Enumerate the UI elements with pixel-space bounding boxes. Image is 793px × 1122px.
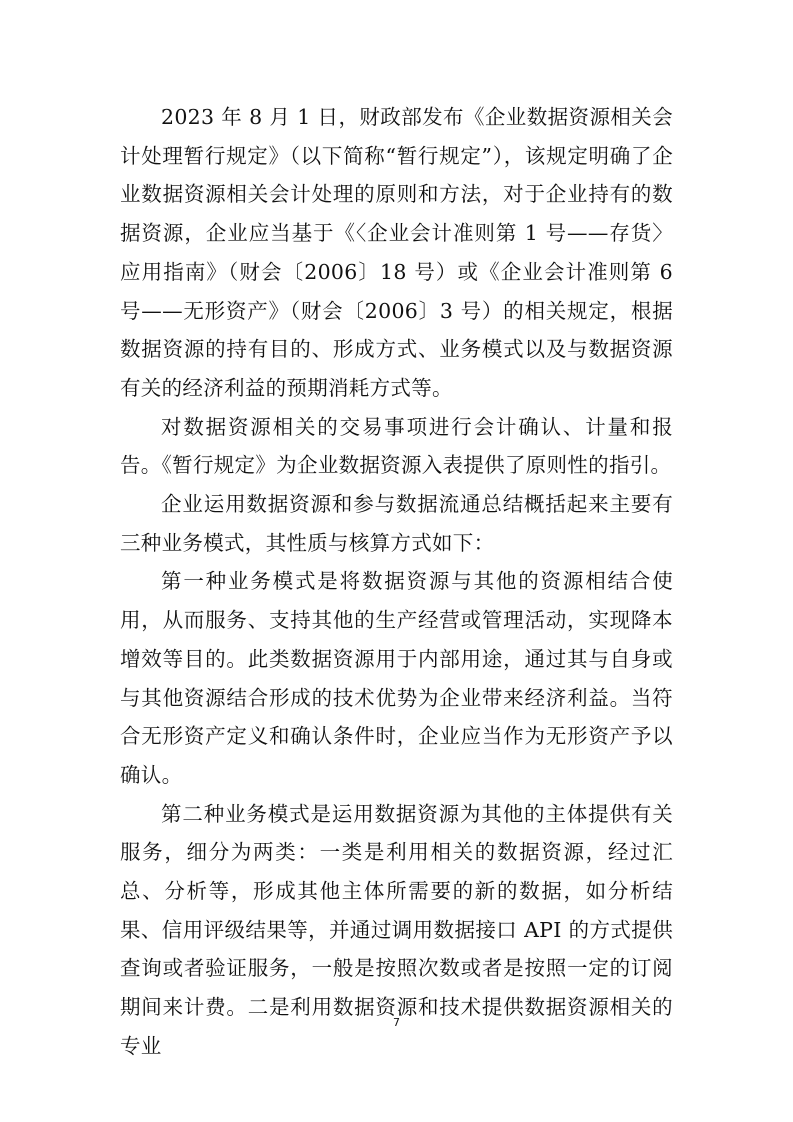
paragraph-accounting-guidance: 对数据资源相关的交易事项进行会计确认、计量和报告。《暂行规定》为企业数据资源入表提供了原则性的指引。 — [120, 414, 673, 478]
paragraph-first-model: 第一种业务模式是将数据资源与其他的资源相结合使用，从而服务、支持其他的生产经营或管理活动，实现降本增效等目的。此类数据资源用于内部用途，通过其与自身或与其他资源结合形成的技术优势为企业带来经济利益。当符合无形资产定义和确认条件时，企业应当作为无形资产予以确认。 — [120, 569, 673, 787]
paragraph-regulation-intro: 2023 年 8 月 1 日，财政部发布《企业数据资源相关会计处理暂行规定》（以下简称“暂行规定”），该规定明确了企业数据资源相关会计处理的原则和方法，对于企业持有的数据资源，企业应当基于《〈企业会计准则第 1 号——存货〉应用指南》（财会〔2006〕18 号）或《企业会计准则第 6 号——无形资产》（财会〔2006〕3 号）的相关规定，根据数据资源的持有目的、形成方式、业务模式以及与数据资源有关的经济利益的预期消耗方式等。 — [120, 105, 673, 400]
paragraph-second-model: 第二种业务模式是运用数据资源为其他的主体提供有关服务，细分为两类：一类是利用相关的数据资源，经过汇总、分析等，形成其他主体所需要的新的数据，如分析结果、信用评级结果等，并通过调用数据接口 API 的方式提供查询或者验证服务，一般是按照次数或者是按照一定的订阅期间来计费。二是利用数据资源和技术提供数据资源相关的专业 — [120, 801, 673, 1058]
document-body — [120, 98, 673, 1066]
page-number: 7 — [393, 1016, 400, 1029]
paragraph-business-models-intro: 企业运用数据资源和参与数据流通总结概括起来主要有三种业务模式，其性质与核算方式如下： — [120, 492, 673, 555]
